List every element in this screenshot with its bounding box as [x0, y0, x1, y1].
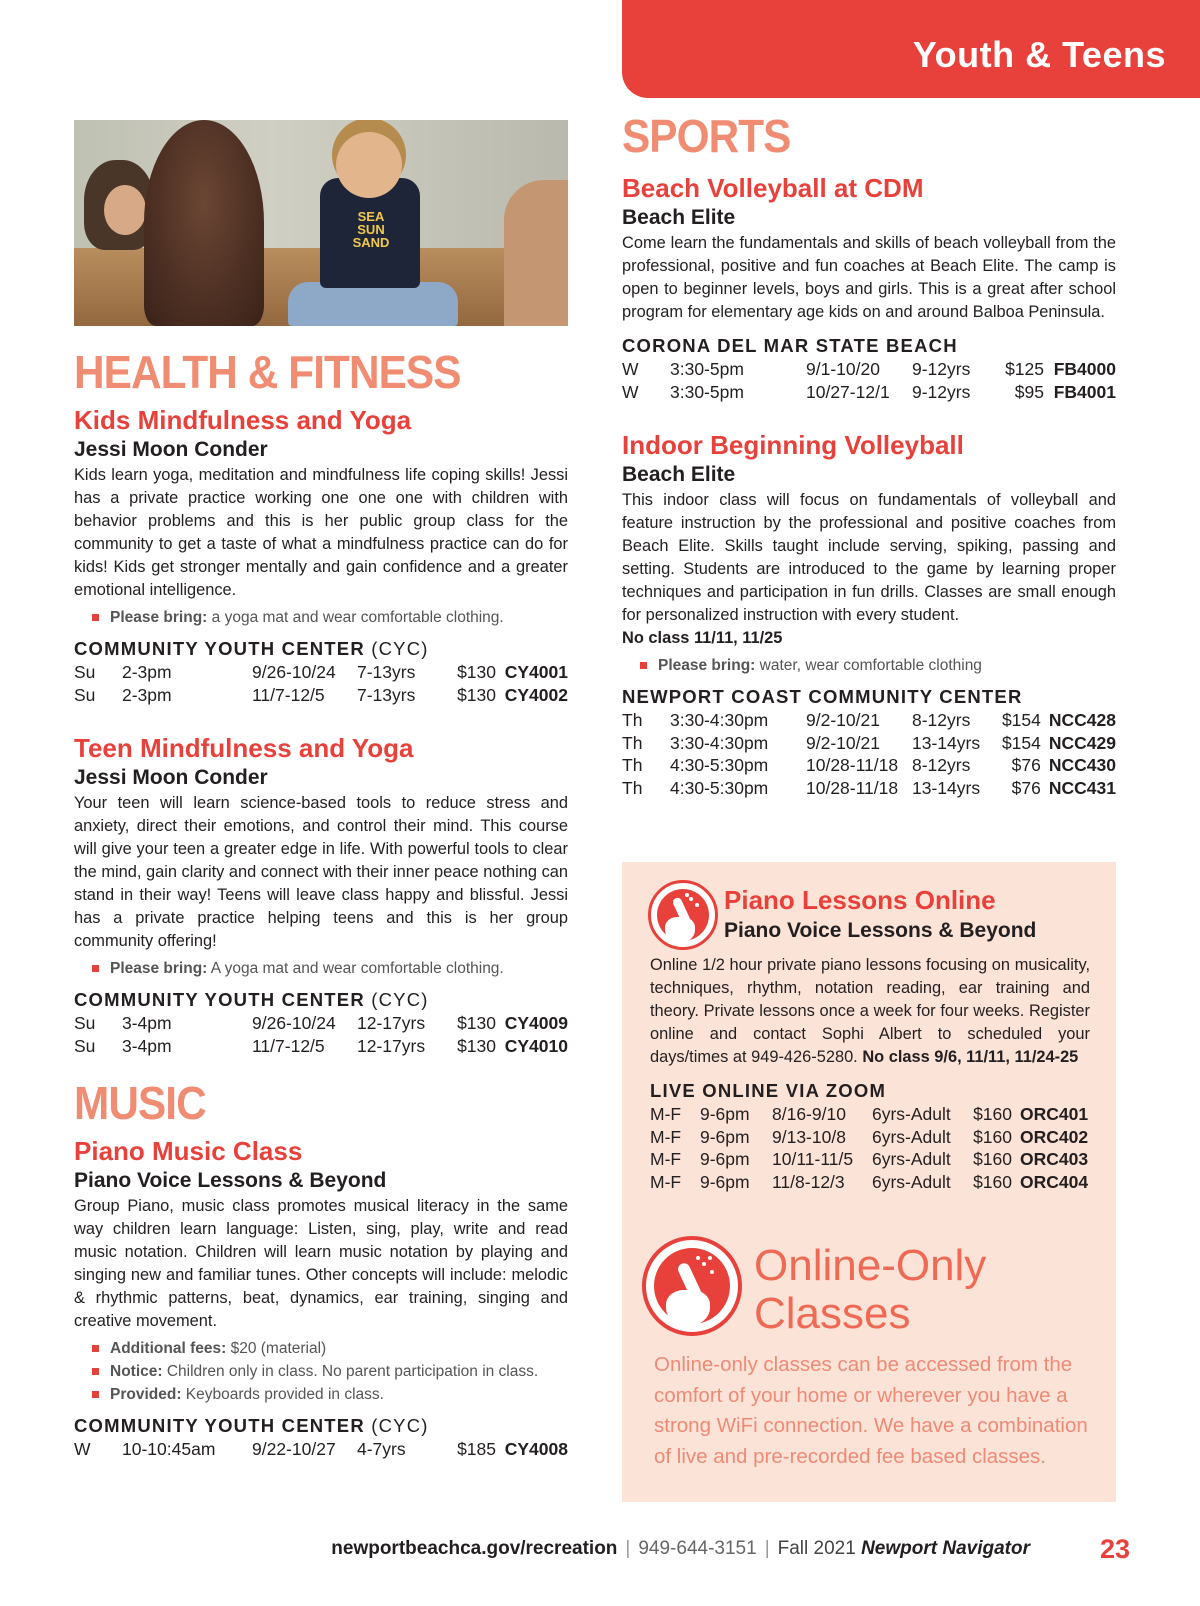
section-tab [622, 0, 1200, 98]
beach-volleyball-schedule [622, 358, 1116, 403]
indoor-volleyball-location: NEWPORT COAST COMMUNITY CENTER [622, 686, 1023, 707]
piano-class-notes [92, 1337, 568, 1406]
beach-volleyball-location: CORONA DEL MAR STATE BEACH [622, 335, 958, 356]
table-row: Su 3-4pm 9/26-10/24 12-17yrs $130 CY4009 [74, 1013, 568, 1033]
beach-volleyball-instructor: Beach Elite [622, 206, 736, 229]
indoor-volleyball-no-class: No class 11/11, 11/25 [622, 629, 783, 647]
list-item: Please bring: water, wear comfortable clothing [640, 654, 1116, 677]
footer-url[interactable]: newportbeachca.gov/recreation [331, 1538, 618, 1559]
page-footer [0, 1530, 1200, 1570]
piano-class-title: Piano Music Class [74, 1136, 303, 1166]
table-row: M-F 9-6pm 11/8-12/3 6yrs-Adult $160 ORC404 [650, 1171, 1089, 1192]
online-classes-box [622, 862, 1116, 1502]
online-only-text: Online-only classes can be accessed from the comfort of your home or wherever you have a strong WiFi connection. We have a combination of live and pre-recorded fee based classes. [654, 1353, 1088, 1468]
piano-online-location: LIVE ONLINE VIA ZOOM [650, 1080, 887, 1101]
teen-yoga-notes [92, 957, 568, 980]
table-row: Th 4:30-5:30pm 10/28-11/18 13-14yrs $76 NCC431 [622, 777, 1116, 798]
table-row: Th 4:30-5:30pm 10/28-11/18 8-12yrs $76 NCC430 [622, 755, 1116, 775]
music-heading: MUSIC [74, 1077, 206, 1129]
kids-yoga-notes [92, 606, 568, 629]
page-number: 23 [1100, 1534, 1131, 1564]
teen-yoga-title: Teen Mindfulness and Yoga [74, 733, 414, 763]
beach-volleyball-description: Come learn the fundamentals and skills of beach volleyball from the professional, positive and fun coaches at Beach Elite. The camp is open to beginner levels, boys and girls. This is a great after school program for elementary age kids on and around Balboa Peninsula. [622, 234, 1116, 321]
tap-hand-icon [648, 880, 718, 950]
table-row: M-F 9-6pm 10/11-11/5 6yrs-Adult $160 ORC403 [650, 1149, 1089, 1169]
indoor-volleyball-notes [640, 654, 1116, 677]
list-item: Notice: Children only in class. No parent participation in class. [92, 1360, 568, 1383]
list-item: Additional fees: $20 (material) [92, 1337, 568, 1360]
footer-info: newportbeachca.gov/recreation | 949-644-3151 | Fall 2021 Newport Navigator [331, 1538, 1030, 1559]
online-tap-hand-icon [642, 1236, 742, 1336]
left-column [74, 120, 568, 1461]
table-row: M-F 9-6pm 9/13-10/8 6yrs-Adult $160 ORC402 [650, 1126, 1089, 1147]
teen-yoga-location: COMMUNITY YOUTH CENTER (CYC) [74, 989, 429, 1010]
indoor-volleyball-schedule [622, 709, 1116, 799]
teen-yoga-instructor: Jessi Moon Conder [74, 766, 268, 789]
table-row: Th 3:30-4:30pm 9/2-10/21 8-12yrs $154 NCC428 [622, 710, 1116, 730]
list-item: Provided: Keyboards provided in class. [92, 1383, 568, 1406]
table-row: M-F 9-6pm 8/16-9/10 6yrs-Adult $160 ORC401 [650, 1104, 1089, 1124]
table-row: Su 3-4pm 11/7-12/5 12-17yrs $130 CY4010 [74, 1035, 568, 1056]
table-row: W 3:30-5pm 10/27-12/1 9-12yrs $95 FB4001 [622, 381, 1116, 402]
indoor-volleyball-instructor: Beach Elite [622, 463, 736, 486]
table-row: Su 2-3pm 11/7-12/5 7-13yrs $130 CY4002 [74, 684, 568, 705]
online-only-title: Online-Only Classes [754, 1241, 987, 1338]
piano-online-title: Piano Lessons Online [724, 885, 996, 915]
health-fitness-heading: HEALTH & FITNESS [74, 346, 461, 398]
list-item: Please bring: a yoga mat and wear comfortable clothing. [92, 606, 568, 629]
table-row: W 3:30-5pm 9/1-10/20 9-12yrs $125 FB4000 [622, 359, 1116, 379]
piano-online-schedule [650, 1103, 1090, 1193]
piano-online-description: Online 1/2 hour private piano lessons focusing on musicality, techniques, rhythm, notation reading, ear training and theory. Private lessons once a week for four weeks. Register online and contact Sophi Albert to scheduled your days/times at 949-426-5280. No class 9/6, 11/11, 11/24-25 [650, 956, 1090, 1066]
beach-volleyball-title: Beach Volleyball at CDM [622, 173, 924, 203]
piano-class-schedule [74, 1438, 568, 1461]
yoga-photo: SEA SUN SAND [74, 120, 568, 326]
kids-yoga-schedule [74, 661, 568, 706]
teen-yoga-schedule [74, 1012, 568, 1057]
list-item: Please bring: A yoga mat and wear comfortable clothing. [92, 957, 568, 980]
teen-yoga-description: Your teen will learn science-based tools to reduce stress and anxiety, direct their emotions, and control their mind. This course will give your teen a greater edge in life. With powerful tools to clear the mind, gain clarity and connect with their inner peace nothing can stand in their way! Teens will leave class happy and blissful. Jessi has a private practice helping teens and this is her group community offering! [74, 794, 568, 950]
footer-issue: Fall 2021 [777, 1538, 856, 1559]
kids-yoga-location: COMMUNITY YOUTH CENTER (CYC) [74, 638, 429, 659]
footer-magazine: Newport Navigator [861, 1538, 1030, 1559]
piano-class-location: COMMUNITY YOUTH CENTER (CYC) [74, 1415, 429, 1436]
table-row: W 10-10:45am 9/22-10/27 4-7yrs $185 CY4008 [74, 1439, 568, 1459]
section-tab-title: Youth & Teens [912, 34, 1166, 75]
table-row: Su 2-3pm 9/26-10/24 7-13yrs $130 CY4001 [74, 662, 568, 682]
indoor-volleyball-title: Indoor Beginning Volleyball [622, 430, 964, 460]
kids-yoga-instructor: Jessi Moon Conder [74, 438, 268, 461]
kids-yoga-description: Kids learn yoga, meditation and mindfulness life coping skills! Jessi has a private practice working one one one with children with behavior problems and this is her public group class for the community to get a taste of what a mindfulness practice can do for kids! Kids get stronger mentally and gain confidence and a greater emotional intelligence. [74, 466, 568, 599]
sports-heading: SPORTS [622, 110, 791, 162]
footer-phone: 949-644-3151 [638, 1538, 757, 1559]
piano-online-instructor: Piano Voice Lessons & Beyond [724, 919, 1037, 942]
table-row: Th 3:30-4:30pm 9/2-10/21 13-14yrs $154 NCC429 [622, 732, 1116, 753]
piano-class-instructor: Piano Voice Lessons & Beyond [74, 1169, 387, 1192]
piano-class-description: Group Piano, music class promotes musical literacy in the same way children learn language: Listen, sing, play, write and read music notation. Children will learn music notation by playing and singing new and familiar tunes. Other concepts will include: melodic & rhythmic patterns, beat, dynamics, ear training, singing and creative movement. [74, 1197, 568, 1330]
kids-yoga-title: Kids Mindfulness and Yoga [74, 405, 412, 435]
indoor-volleyball-description: This indoor class will focus on fundamentals of volleyball and feature instruction by the professional and positive coaches from Beach Elite. Skills taught include serving, spiking, passing and setting. Students are introduced to the game by learning proper techniques and participation in fun drills. Classes are small enough for personalized instruction with every student. [622, 491, 1116, 624]
right-column [622, 110, 1116, 799]
